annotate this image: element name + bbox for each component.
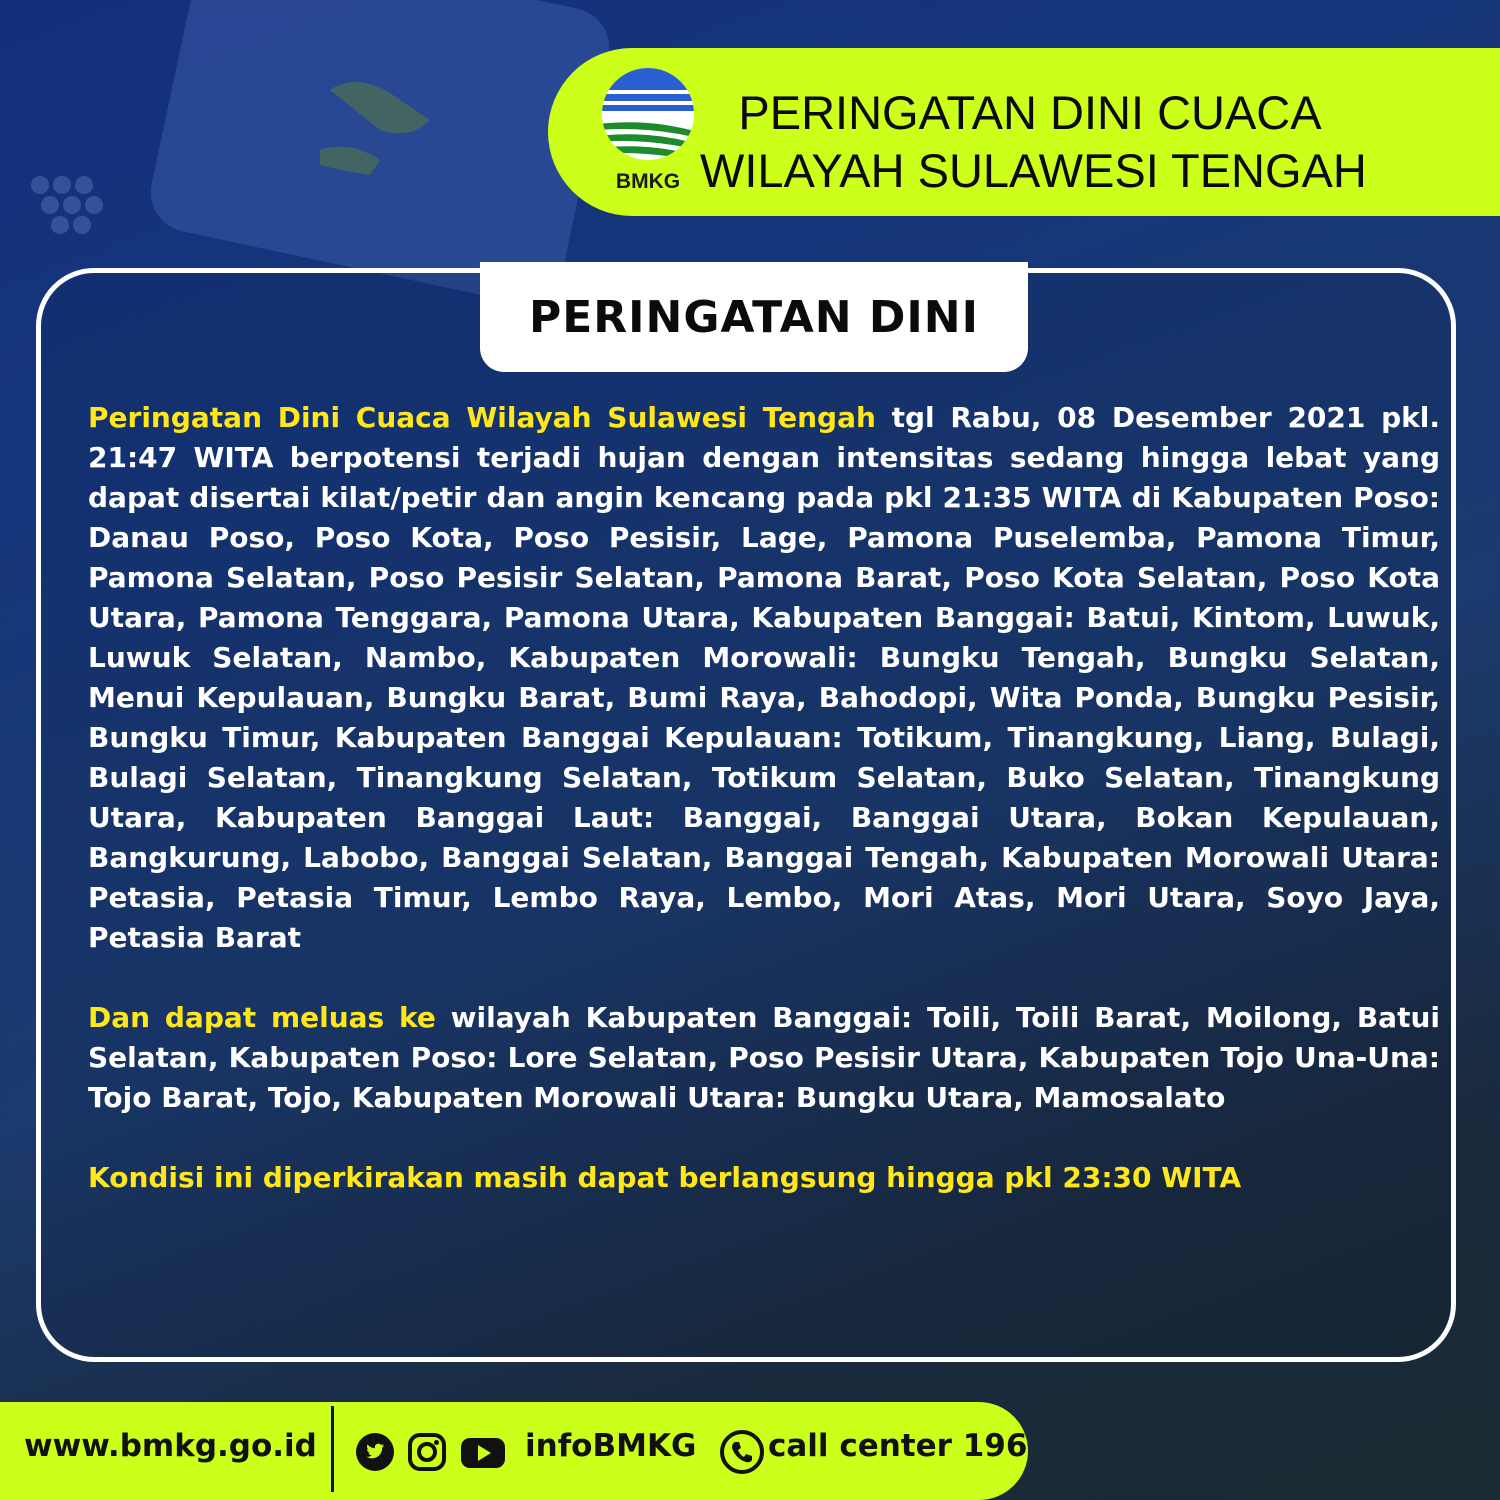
page-title [700,84,1367,200]
logo-text: BMKG [615,170,681,192]
footer-divider [331,1406,334,1492]
youtube-icon[interactable] [459,1432,507,1472]
warning-details: tgl Rabu, 08 Desember 2021 pkl. 21:47 WITA berpotensi terjadi hujan dengan intensitas sedang hingga lebat yang dapat disertai kilat/petir dan angin kencang pada pkl 21:35 WITA di Kabupaten Poso: Danau Poso, Poso Kota, Poso Pesisir, Lage, Pamona Puselemba, Pamona Timur, Pamona Selatan, Poso Pesisir Selatan, Pamona Barat, Poso Kota Selatan, Poso Kota Utara, Pamona Tenggara, Pamona Utara, Kabupaten Banggai: Batui, Kintom, Luwuk, Luwuk Selatan, Nambo, Kabupaten Morowali: Bungku Tengah, Bungku Selatan, Menui Kepulauan, Bungku Barat, Bumi Raya, Bahodopi, Wita Ponda, Bungku Pesisir, Bungku Timur, Kabupaten Banggai Kepulauan: Totikum, Tinangkung, Liang, Bulagi, Bulagi Selatan, Tinangkung Selatan, Totikum Selatan, Buko Selatan, Tinangkung Utara, Kabupaten Banggai Laut: Banggai, Banggai Utara, Bokan Kepulauan, Bangkurung, Labobo, Banggai Selatan, Banggai Tengah, Kabupaten Morowali Utara: Petasia, Petasia Timur, Lembo Raya, Lembo, Mori Atas, Mori Utara, Soyo Jaya, Petasia Barat [88,401,1440,954]
website-link[interactable]: www.bmkg.go.id [24,1428,317,1464]
twitter-icon[interactable] [355,1432,395,1472]
instagram-icon[interactable] [407,1432,447,1472]
warning-paragraph-2 [88,998,1440,1118]
panel-tab [480,262,1028,372]
duration-note: Kondisi ini diperkirakan masih dapat berlangsung hingga pkl 23:30 WITA [88,1161,1242,1194]
social-handle[interactable]: infoBMKG [525,1428,697,1464]
expansion-details: wilayah Kabupaten Banggai: Toili, Toili Barat, Moilong, Batui Selatan, Kabupaten Poso: Lore Selatan, Poso Pesisir Utara, Kabupaten Tojo Una-Una: Tojo Barat, Tojo, Kabupaten Morowali Utara: Bungku Utara, Mamosalato [88,1001,1440,1114]
bmkg-logo [598,68,698,192]
phone-icon [720,1430,764,1474]
title-line-1: PERINGATAN DINI CUACA [738,86,1322,139]
title-line-2: WILAYAH SULAWESI TENGAH [700,144,1367,197]
warning-paragraph-1 [88,398,1440,958]
call-center[interactable]: call center 196 [768,1428,1028,1464]
warning-content [88,398,1440,1238]
panel-title: PERINGATAN DINI [528,291,979,343]
expansion-highlight: Dan dapat meluas ke [88,1001,436,1034]
warning-region-highlight: Peringatan Dini Cuaca Wilayah Sulawesi Tengah [88,401,876,434]
